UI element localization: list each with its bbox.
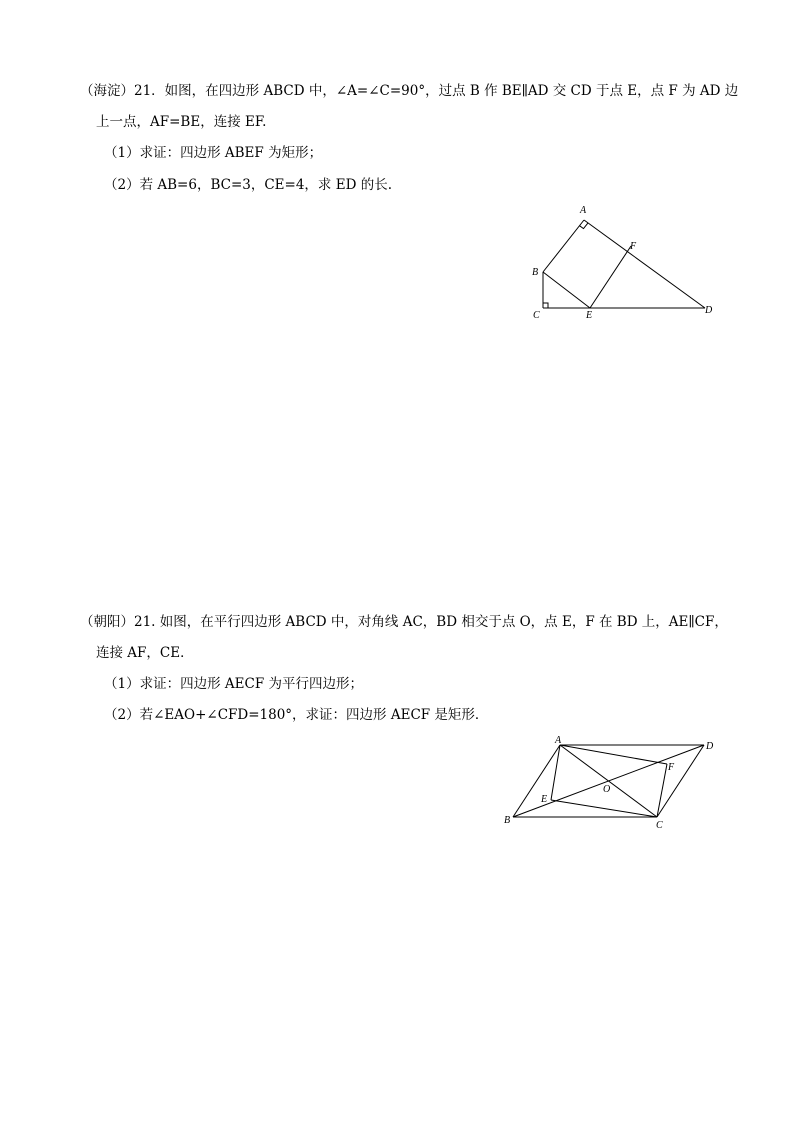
problem1-statement-line1: （海淀）21．如图，在四边形 ABCD 中，∠A=∠C=90°，过点 B 作 BE∥AD 交 CD 于点 E，点 F 为 AD 边 (80, 83, 739, 99)
problem2-statement-line2: 连接 AF，CE． (96, 645, 194, 661)
label-e: E (586, 310, 593, 321)
problem2-part2: （2）若∠EAO+∠CFD=180°，求证：四边形 AECF 是矩形． (104, 707, 489, 723)
label-a: A (555, 735, 562, 746)
problem2-part1: （1）求证：四边形 AECF 为平行四边形； (104, 676, 363, 692)
label-f: F (668, 762, 675, 773)
label-b: B (532, 267, 539, 278)
label-c: C (656, 820, 663, 831)
label-c: C (533, 310, 540, 321)
segment-be (543, 272, 590, 308)
label-b: B (504, 815, 511, 826)
problem1-statement-line2: 上一点，AF=BE，连接 EF. (96, 114, 267, 130)
segment-ec (551, 800, 657, 817)
problem2-statement-line1: （朝阳）21. 如图，在平行四边形 ABCD 中，对角线 AC，BD 相交于点 O，点 E，F 在 BD 上，AE∥CF， (80, 614, 728, 630)
label-a: A (580, 205, 587, 216)
segment-ba (513, 745, 560, 817)
segment-ef (590, 246, 631, 308)
parallelogram-abcd-figure (498, 732, 728, 832)
segment-ae (551, 745, 560, 800)
segment-ad (584, 220, 705, 308)
diagonal-bd (513, 745, 704, 817)
right-angle-mark-c (543, 303, 548, 308)
label-o: O (603, 784, 611, 795)
label-f: F (630, 241, 637, 252)
segment-af (560, 745, 667, 764)
label-d: D (705, 305, 713, 316)
quadrilateral-abcd-figure (520, 198, 720, 324)
segment-ab (543, 220, 584, 272)
label-e: E (541, 794, 548, 805)
problem1-part2: （2）若 AB=6，BC=3，CE=4，求 ED 的长. (104, 177, 392, 193)
problem1-part1: （1）求证：四边形 ABEF 为矩形； (104, 145, 323, 161)
label-d: D (706, 741, 714, 752)
